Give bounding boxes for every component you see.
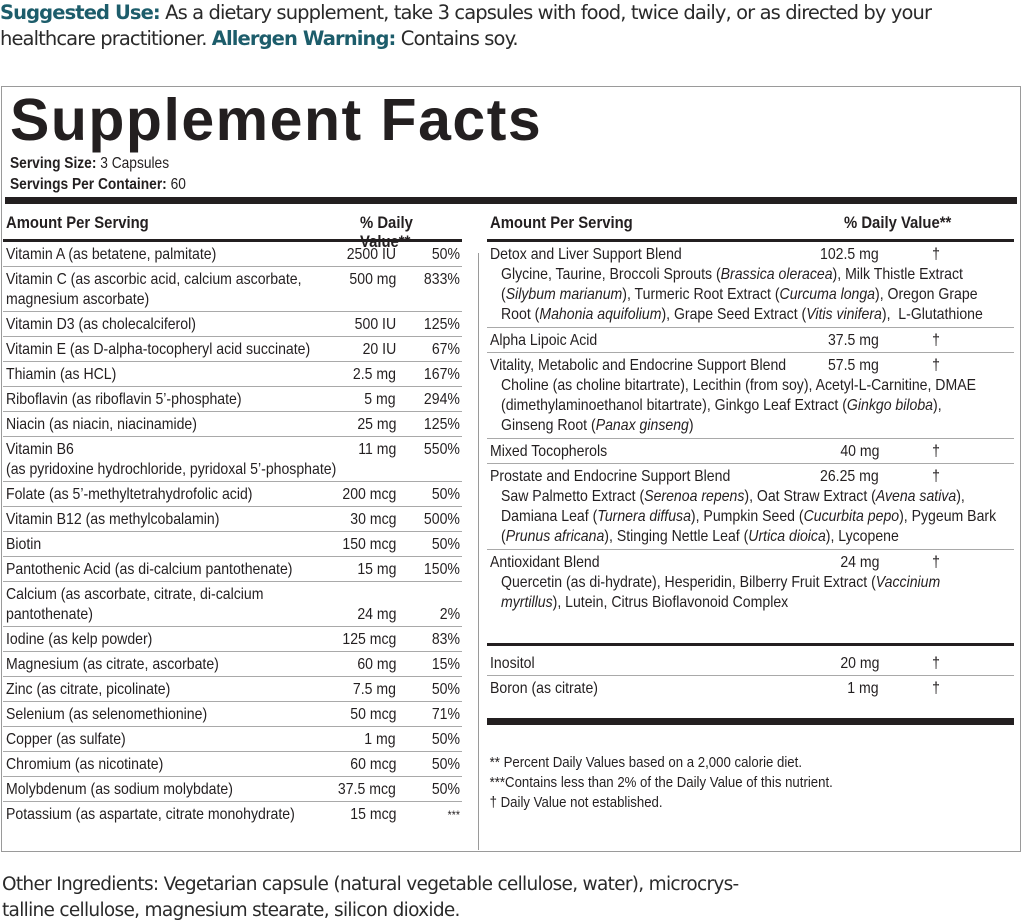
suggested-use-label: Suggested Use: [0,1,160,24]
serving-size-value: 3 Capsules [96,155,170,172]
ingredient-name: Boron (as citrate) [490,680,598,697]
nutrient-name: Vitamin B6 [6,441,74,458]
table-header [487,204,1014,242]
ingredient-amount: 26.25 mg [820,468,879,485]
ingredient-name: Inositol [490,655,535,672]
nutrient-daily-value: 150% [423,561,460,578]
nutrient-amount: 125 mcg [341,631,396,648]
ingredient-daily-value: † [932,655,940,672]
column-divider [478,253,479,850]
table-row [3,777,462,802]
table-row [3,652,462,677]
nutrient-amount: 2.5 mg [352,366,396,383]
page-title: Supplement Facts [10,87,543,153]
ingredient-name: Alpha Lipoic Acid [490,332,598,349]
ingredient-daily-value: † [932,680,940,697]
nutrient-name: Calcium (as ascorbate, citrate, di-calcium [6,586,264,603]
directions-text [0,0,1020,52]
nutrient-name-cont: pantothenate) [6,606,93,623]
nutrient-name: Riboflavin (as riboflavin 5’-phosphate) [6,391,242,408]
nutrient-daily-value: 50% [431,756,460,773]
ingredient-daily-value: † [932,468,940,485]
nutrient-name: Vitamin A (as betatene, palmitate) [6,246,217,263]
ingredient-amount: 102.5 mg [820,246,879,263]
header-amount-per-serving: Amount Per Serving [6,214,149,232]
nutrient-name: Molybdenum (as sodium molybdate) [6,781,233,798]
nutrient-daily-value: 500% [423,511,460,528]
nutrient-daily-value: 50% [431,486,460,503]
left-nutrient-table [3,204,462,827]
nutrient-daily-value: 550% [423,441,460,458]
footnote-daily-value: ** Percent Daily Values based on a 2,000 calorie diet. [489,754,802,771]
ingredient-amount: 24 mg [839,554,879,571]
blend-components: Saw Palmetto Extract (Serenoa repens), Oat Straw Extract (Avena sativa), Damiana Leaf (Turnera diffusa), Pumpkin Seed (Cucurbita pepo), Pygeum Bark (Prunus africana), Stinging Nettle Leaf (Urtica dioica), Lycopene [501,488,997,545]
footnotes [487,718,1014,813]
allergen-warning-text: Contains soy. [395,27,518,50]
table-row [487,242,1014,328]
nutrient-name: Biotin [6,536,42,553]
nutrient-daily-value: 50% [431,781,460,798]
table-row [487,651,1014,676]
nutrient-amount: 1 mg [364,731,396,748]
ingredient-daily-value: † [932,554,940,571]
table-row [3,267,462,312]
table-row [487,353,1014,439]
right-nutrient-table-extra [487,651,1014,701]
allergen-warning-label: Allergen Warning: [211,27,396,50]
nutrient-amount: 15 mg [356,561,396,578]
table-row [3,507,462,532]
nutrient-amount: 24 mg [356,606,396,623]
nutrient-daily-value: 50% [431,536,460,553]
nutrient-daily-value: 71% [431,706,460,723]
nutrient-name: Selenium (as selenomethionine) [6,706,208,723]
other-ingredients-label: Other Ingredients: [2,874,159,895]
nutrient-name: Magnesium (as citrate, ascorbate) [6,656,219,673]
nutrient-amount: 20 IU [362,341,396,358]
ingredient-daily-value: † [932,443,940,460]
nutrient-daily-value: 294% [423,391,460,408]
nutrient-name: Zinc (as citrate, picolinate) [6,681,171,698]
ingredient-name: Vitality, Metabolic and Endocrine Support Blend [490,357,787,374]
nutrient-name: Niacin (as niacin, niacinamide) [6,416,197,433]
nutrient-name: Folate (as 5’-methyltetrahydrofolic acid) [6,486,253,503]
divider-thin [487,643,1014,646]
table-row [3,387,462,412]
ingredient-name: Prostate and Endocrine Support Blend [490,468,731,485]
nutrient-daily-value: 833% [423,271,460,288]
nutrient-amount: 7.5 mg [352,681,396,698]
blend-components: Choline (as choline bitartrate), Lecithin (from soy), Acetyl-L-Carnitine, DMAE (dimethylaminoethanol bitartrate), Ginkgo Leaf Extract (Ginkgo biloba), Ginseng Root (Panax ginseng) [501,377,976,434]
divider-thick [487,718,1014,725]
table-row [3,627,462,652]
nutrient-name-cont: magnesium ascorbate) [6,291,150,308]
nutrient-amount: 500 mg [349,271,396,288]
nutrient-name: Vitamin E (as D-alpha-tocopheryl acid succinate) [6,341,311,358]
nutrient-amount: 30 mcg [349,511,396,528]
table-row [3,802,462,827]
footnote-not-established: † Daily Value not established. [489,794,663,811]
nutrient-amount: 500 IU [354,316,396,333]
other-ingredients-text: Vegetarian capsule (natural vegetable cellulose, water), microcrys- [158,874,739,895]
nutrient-daily-value: 50% [431,246,460,263]
nutrient-amount: 150 mcg [341,536,396,553]
table-header [3,204,462,251]
ingredient-name: Mixed Tocopherols [490,443,608,460]
nutrient-name: Potassium (as aspartate, citrate monohydrate) [6,806,295,823]
header-daily-value: % Daily Value** [360,214,413,251]
other-ingredients-text-2: talline cellulose, magnesium stearate, silicon dioxide. [2,900,460,921]
nutrient-amount: 2500 IU [346,246,396,263]
ingredient-daily-value: † [932,357,940,374]
right-nutrient-table [487,204,1014,616]
suggested-use-text: As a dietary supplement, take 3 capsules with food, twice daily, or as directed by your healthcare practitioner. [0,1,932,50]
ingredient-amount: 1 mg [847,680,879,697]
table-row [3,437,462,482]
nutrient-amount: 37.5 mcg [338,781,396,798]
nutrient-amount: 60 mg [356,656,396,673]
table-row [3,412,462,437]
ingredient-daily-value: † [932,246,940,263]
table-row [3,727,462,752]
servings-per-container-label: Servings Per Container: [10,176,167,193]
blend-components: Glycine, Taurine, Broccoli Sprouts (Brassica oleracea), Milk Thistle Extract (Silybum marianum), Turmeric Root Extract (Curcuma longa), Oregon Grape Root (Mahonia aquifolium), Grape Seed Extract (Vitis vinifera), L-Glutathione [501,266,983,323]
table-row [3,752,462,777]
nutrient-daily-value: 15% [431,656,460,673]
nutrient-name: Thiamin (as HCL) [6,366,117,383]
table-row [3,242,462,267]
nutrient-amount: 5 mg [364,391,396,408]
table-row [3,582,462,627]
nutrient-daily-value: 125% [423,316,460,333]
table-row [3,557,462,582]
nutrient-daily-value: 2% [439,606,460,623]
nutrient-name: Iodine (as kelp powder) [6,631,153,648]
nutrient-daily-value: 83% [431,631,460,648]
nutrient-amount: 60 mcg [349,756,396,773]
table-row [3,337,462,362]
ingredient-amount: 57.5 mg [828,357,879,374]
nutrient-name: Pantothenic Acid (as di-calcium pantothenate) [6,561,293,578]
serving-size-label: Serving Size: [10,155,97,172]
nutrient-amount: 25 mg [356,416,396,433]
nutrient-daily-value: 167% [423,366,460,383]
header-daily-value: % Daily Value** [844,214,952,232]
table-row [3,677,462,702]
serving-info [10,153,186,195]
nutrient-amount: 50 mcg [349,706,396,723]
table-row [3,362,462,387]
ingredient-daily-value: † [932,332,940,349]
nutrient-name: Chromium (as nicotinate) [6,756,164,773]
nutrient-daily-value: 50% [431,731,460,748]
table-row [487,464,1014,550]
table-row [3,532,462,557]
nutrient-daily-value: 50% [431,681,460,698]
table-row [487,676,1014,701]
nutrient-name: Copper (as sulfate) [6,731,126,748]
ingredient-amount: 20 mg [839,655,879,672]
nutrient-amount: 11 mg [357,441,396,458]
nutrient-daily-value: 67% [431,341,460,358]
servings-per-container-value: 60 [166,176,186,193]
nutrient-amount: 200 mcg [341,486,396,503]
ingredient-name: Antioxidant Blend [490,554,600,571]
footnote-less-than-2: ***Contains less than 2% of the Daily Value of this nutrient. [489,774,833,791]
table-row [3,312,462,337]
ingredient-name: Detox and Liver Support Blend [490,246,682,263]
blend-components: Quercetin (as di-hydrate), Hesperidin, Bilberry Fruit Extract (Vaccinium myrtillus), Lutein, Citrus Bioflavonoid Complex [501,574,941,611]
table-row [3,482,462,507]
ingredient-amount: 37.5 mg [828,332,879,349]
divider-thick [5,197,1017,204]
nutrient-name: Vitamin C (as ascorbic acid, calcium ascorbate, [6,271,302,288]
ingredient-amount: 40 mg [839,443,879,460]
nutrient-name: Vitamin B12 (as methylcobalamin) [6,511,220,528]
other-ingredients [2,872,1022,924]
header-amount-per-serving: Amount Per Serving [490,214,633,232]
nutrient-amount: 15 mcg [349,806,396,823]
nutrient-name-cont: (as pyridoxine hydrochloride, pyridoxal 5’-phosphate) [6,461,337,478]
table-row [487,439,1014,464]
table-row [3,702,462,727]
table-row [487,328,1014,353]
nutrient-name: Vitamin D3 (as cholecalciferol) [6,316,196,333]
nutrient-daily-value: 125% [423,416,460,433]
nutrient-daily-value: *** [447,808,460,822]
table-row [487,550,1014,616]
